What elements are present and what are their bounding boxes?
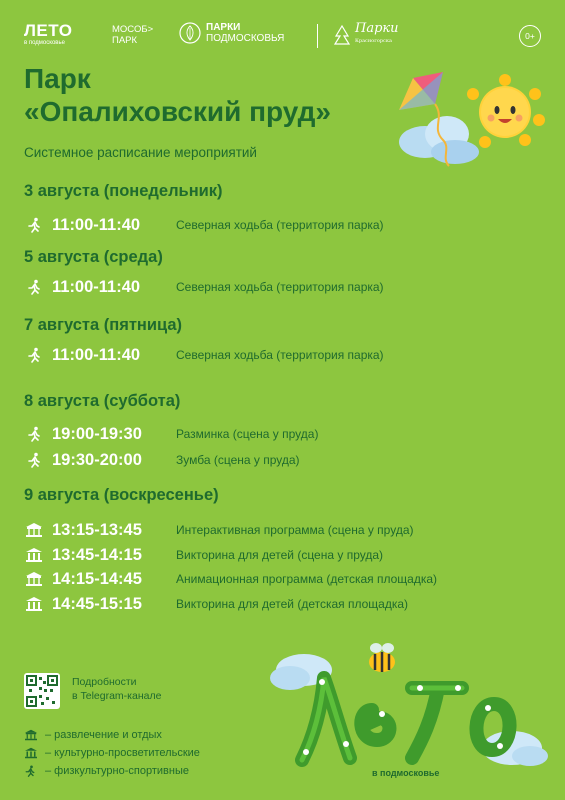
event-time: 11:00-11:40 — [52, 215, 141, 234]
event-time: 13:15-13:45 — [52, 520, 142, 539]
leto-logo-text: ЛЕТО — [24, 21, 73, 40]
mosobpark-line1: МОСОБ> — [112, 24, 154, 35]
running-person-icon — [24, 278, 44, 296]
event-desc: Разминка (сцена у пруда) — [176, 427, 319, 441]
leaf-circle-icon — [179, 22, 201, 44]
event-time: 19:30-20:00 — [52, 450, 142, 469]
event-row — [24, 424, 318, 444]
museum-icon — [24, 546, 44, 564]
event-desc: Северная ходьба (территория парка) — [176, 348, 384, 362]
carousel-icon — [24, 570, 44, 588]
parki-line2: ПОДМОСКОВЬЯ — [206, 33, 285, 44]
leto-grass-illustration — [262, 640, 552, 790]
tree-icon — [332, 24, 352, 46]
event-desc: Интерактивная программа (сцена у пруда) — [176, 523, 414, 537]
carousel-icon — [24, 728, 40, 742]
legend-item-cultural — [24, 746, 200, 760]
museum-icon — [24, 746, 40, 760]
event-row — [24, 569, 437, 589]
event-time: 11:00-11:40 — [52, 277, 141, 296]
running-person-icon — [24, 764, 40, 778]
krasnogorsk-script: Парки — [355, 21, 399, 36]
bee-icon — [369, 643, 395, 672]
event-time: 19:00-19:30 — [52, 424, 142, 443]
event-desc: Северная ходьба (территория парка) — [176, 218, 384, 232]
event-row — [24, 545, 383, 565]
legend-text: – развлечение и отдых — [45, 729, 162, 741]
krasnogorsk-sub: Красногорска — [355, 38, 392, 44]
running-person-icon — [24, 216, 44, 234]
day-heading: 3 августа (понедельник) — [24, 182, 223, 200]
leto-art-sub: в подмосковье — [372, 768, 440, 778]
mosobpark-logo — [112, 24, 153, 46]
legend-item-entertainment — [24, 728, 162, 742]
museum-icon — [24, 595, 44, 613]
day-heading: 5 августа (среда) — [24, 248, 163, 266]
parki-krasnogorska-logo — [332, 22, 399, 48]
parki-line1: ПАРКИ — [206, 22, 241, 33]
title-line1: Парк — [24, 63, 91, 94]
running-person-icon — [24, 346, 44, 364]
running-person-icon — [24, 425, 44, 443]
leto-logo-sub: в подмосковье — [24, 40, 65, 46]
day-heading: 9 августа (воскресенье) — [24, 486, 219, 504]
running-person-icon — [24, 451, 44, 469]
event-desc: Зумба (сцена у пруда) — [176, 453, 300, 467]
event-row — [24, 594, 408, 614]
legend-text: – физкультурно-спортивные — [45, 765, 189, 777]
kite-sun-illustration — [385, 70, 550, 180]
page-title — [24, 62, 331, 128]
carousel-icon — [24, 521, 44, 539]
title-line2: «Опалиховский пруд» — [24, 96, 331, 127]
event-row — [24, 345, 384, 365]
event-row — [24, 215, 384, 235]
qr-text-line1: Подробности — [72, 676, 137, 688]
parki-podmoskovya-logo — [179, 22, 284, 44]
header-divider — [317, 24, 318, 48]
event-desc: Северная ходьба (территория парка) — [176, 280, 384, 294]
leto-logo — [24, 22, 72, 47]
event-desc: Викторина для детей (детская площадка) — [176, 597, 409, 611]
telegram-qr-code[interactable] — [24, 673, 60, 709]
event-row — [24, 520, 414, 540]
header-logos — [24, 22, 541, 52]
event-time: 14:45-15:15 — [52, 594, 142, 613]
event-time: 13:45-14:15 — [52, 545, 142, 564]
day-heading: 7 августа (пятница) — [24, 316, 183, 334]
event-row — [24, 450, 300, 470]
legend-item-sport — [24, 764, 189, 778]
event-row — [24, 277, 384, 297]
day-heading: 8 августа (суббота) — [24, 392, 181, 410]
qr-text-line2: в Telegram-канале — [72, 690, 162, 702]
event-desc: Анимационная программа (детская площадка) — [176, 572, 438, 586]
age-rating-badge: 0+ — [519, 25, 541, 47]
event-desc: Викторина для детей (сцена у пруда) — [176, 548, 384, 562]
event-time: 11:00-11:40 — [52, 345, 141, 364]
page-subtitle: Системное расписание мероприятий — [24, 145, 257, 160]
telegram-link-text[interactable] — [72, 675, 161, 703]
mosobpark-line2: ПАРК — [112, 35, 138, 46]
event-time: 14:15-14:45 — [52, 569, 142, 588]
legend-text: – культурно-просветительские — [45, 747, 200, 759]
